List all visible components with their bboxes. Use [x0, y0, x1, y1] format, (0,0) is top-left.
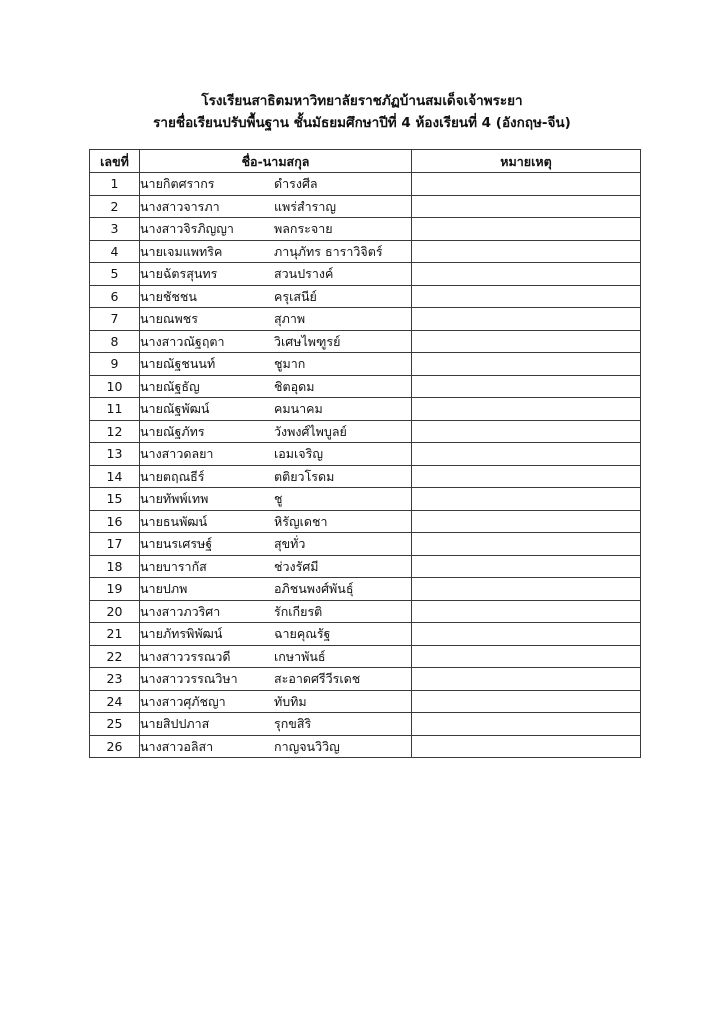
student-last-name: ชู — [274, 491, 283, 507]
student-number: 13 — [90, 443, 140, 466]
student-first-name: นายภัทรพิพัฒน์ — [140, 626, 223, 642]
document-header — [0, 90, 724, 134]
student-last-name: สุภาพ — [274, 311, 306, 327]
student-number: 20 — [90, 600, 140, 623]
table-row — [90, 488, 641, 511]
table-row — [90, 330, 641, 353]
student-number: 7 — [90, 308, 140, 331]
student-remark — [412, 555, 641, 578]
student-name-cell — [140, 668, 412, 691]
student-name-cell — [140, 735, 412, 758]
student-last-name: กาญจนวิวิญ — [274, 738, 340, 754]
header-row — [90, 150, 641, 173]
student-name-cell — [140, 713, 412, 736]
school-title: โรงเรียนสาธิตมหาวิทยาลัยราชภัฏบ้านสมเด็จเจ้าพระยา — [201, 93, 523, 109]
student-number: 14 — [90, 465, 140, 488]
table-row — [90, 218, 641, 241]
student-last-name: ดำรงศีล — [274, 176, 318, 192]
student-name-cell — [140, 353, 412, 376]
student-name-cell — [140, 330, 412, 353]
table-header — [90, 150, 641, 173]
student-last-name: ชูมาก — [274, 356, 306, 372]
student-first-name: นายปภพ — [140, 581, 188, 597]
student-number: 10 — [90, 375, 140, 398]
student-remark — [412, 645, 641, 668]
student-first-name: นางสาววรรณวดี — [140, 648, 231, 664]
student-number: 4 — [90, 240, 140, 263]
table-row — [90, 690, 641, 713]
table-row — [90, 240, 641, 263]
student-last-name: ชิตอุดม — [274, 378, 315, 394]
table-row — [90, 420, 641, 443]
table-row — [90, 443, 641, 466]
student-number: 21 — [90, 623, 140, 646]
table-row — [90, 735, 641, 758]
student-remark — [412, 533, 641, 556]
table-row — [90, 375, 641, 398]
header-number: เลขที่ — [90, 150, 140, 173]
table-row — [90, 533, 641, 556]
student-remark — [412, 578, 641, 601]
student-name-cell — [140, 218, 412, 241]
student-remark — [412, 330, 641, 353]
student-remark — [412, 510, 641, 533]
student-first-name: นายชัชชน — [140, 288, 197, 304]
list-title: รายชื่อเรียนปรับพื้นฐาน ชั้นมัธยมศึกษาปีที่ 4 ห้องเรียนที่ 4 (อังกฤษ-จีน) — [153, 115, 571, 131]
student-first-name: นางสาวดลยา — [140, 446, 214, 462]
student-remark — [412, 443, 641, 466]
student-number: 24 — [90, 690, 140, 713]
student-name-cell — [140, 623, 412, 646]
student-name-cell — [140, 398, 412, 421]
student-last-name: ตติยวโรดม — [274, 468, 335, 484]
table-row — [90, 623, 641, 646]
student-last-name: สะอาดศรีวีรเดช — [274, 671, 361, 687]
student-first-name: นางสาวจิรภิญญา — [140, 221, 234, 237]
student-number: 5 — [90, 263, 140, 286]
student-first-name: นายทัพพ์เทพ — [140, 491, 209, 507]
student-name-cell — [140, 465, 412, 488]
student-name-cell — [140, 578, 412, 601]
table-row — [90, 465, 641, 488]
table-row — [90, 263, 641, 286]
student-remark — [412, 668, 641, 691]
student-name-cell — [140, 600, 412, 623]
student-first-name: นายฉัตรสุนทร — [140, 266, 218, 282]
student-number: 16 — [90, 510, 140, 533]
header-remarks: หมายเหตุ — [412, 150, 641, 173]
student-number: 1 — [90, 173, 140, 196]
student-remark — [412, 713, 641, 736]
student-name-cell — [140, 195, 412, 218]
student-last-name: สุขทั่ว — [274, 536, 306, 552]
table-row — [90, 173, 641, 196]
student-name-cell — [140, 533, 412, 556]
table-row — [90, 308, 641, 331]
student-remark — [412, 465, 641, 488]
student-remark — [412, 353, 641, 376]
student-name-cell — [140, 420, 412, 443]
table-row — [90, 645, 641, 668]
student-first-name: นายณัฐชนนท์ — [140, 356, 216, 372]
student-number: 15 — [90, 488, 140, 511]
student-first-name: นายเจมแพทริค — [140, 243, 223, 259]
table-row — [90, 578, 641, 601]
student-first-name: นายตฤณธีร์ — [140, 468, 205, 484]
student-first-name: นางสาวณัฐฤตา — [140, 333, 225, 349]
student-remark — [412, 195, 641, 218]
student-number: 19 — [90, 578, 140, 601]
table-row — [90, 195, 641, 218]
student-remark — [412, 420, 641, 443]
student-last-name: หิรัญเดชา — [274, 513, 328, 529]
student-remark — [412, 285, 641, 308]
student-last-name: ภานุภัทร ธาราวิจิตร์ — [274, 243, 383, 259]
table-row — [90, 353, 641, 376]
student-first-name: นางสาวจารภา — [140, 198, 220, 214]
student-last-name: เอมเจริญ — [274, 446, 323, 462]
student-name-cell — [140, 645, 412, 668]
student-name-cell — [140, 240, 412, 263]
student-number: 11 — [90, 398, 140, 421]
student-last-name: วิเศษไพฑูรย์ — [274, 333, 341, 349]
student-remark — [412, 488, 641, 511]
student-last-name: รุกขสิริ — [274, 716, 312, 732]
student-name-cell — [140, 173, 412, 196]
student-first-name: นายสิปปภาส — [140, 716, 210, 732]
student-remark — [412, 600, 641, 623]
student-number: 22 — [90, 645, 140, 668]
student-name-cell — [140, 488, 412, 511]
student-last-name: พลกระจาย — [274, 221, 333, 237]
student-remark — [412, 375, 641, 398]
student-remark — [412, 690, 641, 713]
student-number: 23 — [90, 668, 140, 691]
student-remark — [412, 173, 641, 196]
table-row — [90, 555, 641, 578]
student-name-cell — [140, 555, 412, 578]
student-remark — [412, 263, 641, 286]
student-first-name: นายนรเศรษฐ์ — [140, 536, 213, 552]
student-first-name: นางสาววรรณวิษา — [140, 671, 238, 687]
student-number: 2 — [90, 195, 140, 218]
student-last-name: เกษาพันธ์ — [274, 648, 326, 664]
student-name-cell — [140, 285, 412, 308]
student-last-name: คมนาคม — [274, 401, 323, 417]
student-number: 25 — [90, 713, 140, 736]
student-number: 12 — [90, 420, 140, 443]
student-last-name: ทับทิม — [274, 693, 307, 709]
student-roster-table — [89, 149, 641, 758]
student-number: 3 — [90, 218, 140, 241]
student-number: 26 — [90, 735, 140, 758]
student-last-name: รักเกียรติ — [274, 603, 323, 619]
student-remark — [412, 240, 641, 263]
student-first-name: นายณัฐพัฒน์ — [140, 401, 210, 417]
student-last-name: สวนปรางค์ — [274, 266, 334, 282]
table-body — [90, 173, 641, 758]
table-row — [90, 285, 641, 308]
student-remark — [412, 623, 641, 646]
student-last-name: ฉายคุณรัฐ — [274, 626, 331, 642]
student-name-cell — [140, 690, 412, 713]
student-remark — [412, 398, 641, 421]
student-number: 9 — [90, 353, 140, 376]
student-name-cell — [140, 510, 412, 533]
student-first-name: นายณัฐภัทร — [140, 423, 205, 439]
student-first-name: นายณัฐธัญ — [140, 378, 200, 394]
student-first-name: นายบารากัส — [140, 558, 207, 574]
table-row — [90, 713, 641, 736]
header-full-name: ชื่อ-นามสกุล — [140, 150, 412, 173]
student-number: 6 — [90, 285, 140, 308]
student-first-name: นางสาวศุภัชญา — [140, 693, 226, 709]
student-number: 17 — [90, 533, 140, 556]
student-remark — [412, 735, 641, 758]
table-row — [90, 398, 641, 421]
student-first-name: นางสาวอลิสา — [140, 738, 214, 754]
student-last-name: วังพงศ์ไพบูลย์ — [274, 423, 347, 439]
student-name-cell — [140, 375, 412, 398]
student-number: 8 — [90, 330, 140, 353]
table-row — [90, 668, 641, 691]
student-last-name: อภิชนพงศ์พันธุ์ — [274, 581, 354, 597]
student-last-name: ช่วงรัศมี — [274, 558, 319, 574]
student-name-cell — [140, 443, 412, 466]
student-first-name: นายณพชร — [140, 311, 198, 327]
student-remark — [412, 218, 641, 241]
student-name-cell — [140, 308, 412, 331]
table-row — [90, 600, 641, 623]
student-last-name: แพร่สำราญ — [274, 198, 337, 214]
student-number: 18 — [90, 555, 140, 578]
student-first-name: นางสาวภวริศา — [140, 603, 221, 619]
student-first-name: นายธนพัฒน์ — [140, 513, 208, 529]
table-row — [90, 510, 641, 533]
student-last-name: ครุเสนีย์ — [274, 288, 317, 304]
student-first-name: นายกิตศรากร — [140, 176, 215, 192]
student-remark — [412, 308, 641, 331]
student-name-cell — [140, 263, 412, 286]
